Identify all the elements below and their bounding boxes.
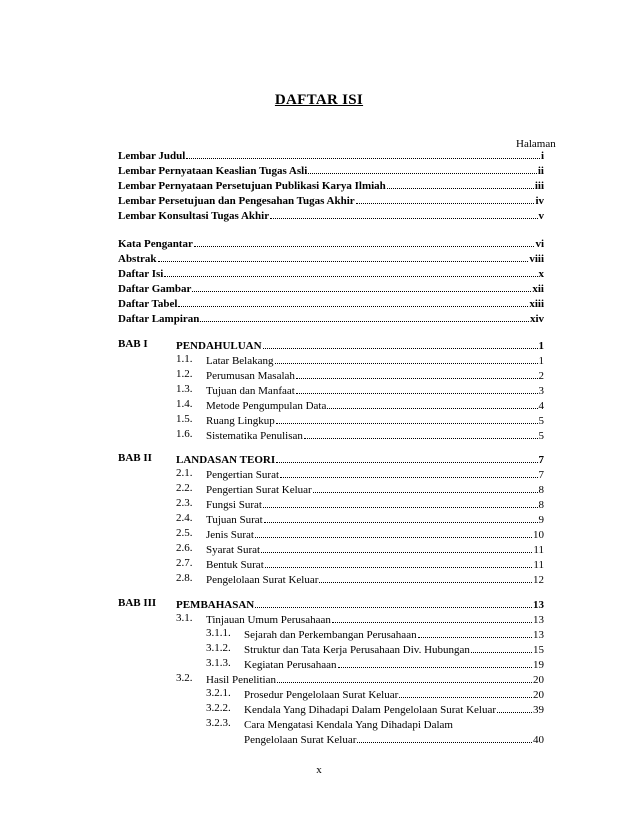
- toc-section-entry: [206, 398, 544, 412]
- dot-leader: [277, 682, 532, 683]
- toc-entry-page: 5: [538, 415, 544, 427]
- toc-section-entry: [244, 642, 544, 656]
- toc-section-entry: [206, 413, 544, 427]
- dot-leader: [418, 637, 532, 638]
- toc-entry-page: ii: [537, 165, 544, 177]
- toc-section-entry: [206, 557, 544, 571]
- dot-leader: [255, 607, 532, 608]
- toc-entry-label: Sistematika Penulisan: [206, 430, 303, 442]
- dot-leader: [264, 522, 538, 523]
- toc-entry-label: Latar Belakang: [206, 355, 274, 367]
- toc-entry-page: 8: [538, 499, 544, 511]
- toc-entry-page: 5: [538, 430, 544, 442]
- toc-entry-label: Daftar Tabel: [118, 298, 178, 310]
- dot-leader: [276, 423, 538, 424]
- toc-entry-front-matter: [118, 148, 544, 162]
- toc-entry-preface: [118, 236, 544, 250]
- toc-entry-page: 1: [538, 340, 544, 352]
- toc-entry-label: Lembar Judul: [118, 150, 186, 162]
- toc-entry-page: 10: [533, 529, 544, 541]
- toc-entry-label: Pengelolaan Surat Keluar: [206, 574, 319, 586]
- dot-leader: [356, 203, 535, 204]
- toc-entry-label: Lembar Persetujuan dan Pengesahan Tugas Akhir: [118, 195, 355, 207]
- toc-entry-page: 13: [533, 614, 544, 626]
- dot-leader: [319, 582, 532, 583]
- section-number: 2.1.: [176, 467, 193, 479]
- dot-leader: [192, 291, 531, 292]
- toc-entry-page: 19: [533, 659, 544, 671]
- chapter-number: BAB I: [118, 338, 148, 350]
- toc-entry-label: Struktur dan Tata Kerja Perusahaan Div. Hubungan: [244, 644, 470, 656]
- toc-entry-label: Lembar Pernyataan Persetujuan Publikasi Karya Ilmiah: [118, 180, 386, 192]
- toc-section-entry: [206, 612, 544, 626]
- section-number: 3.1.: [176, 612, 193, 624]
- section-number: 2.3.: [176, 497, 193, 509]
- toc-entry-label: Pengelolaan Surat Keluar: [244, 734, 357, 746]
- page-title: DAFTAR ISI: [274, 92, 364, 108]
- toc-entry-page: x: [538, 268, 544, 280]
- toc-entry-label: Fungsi Surat: [206, 499, 262, 511]
- chapter-number: BAB III: [118, 597, 157, 609]
- dot-leader: [308, 173, 537, 174]
- toc-section-entry: [206, 383, 544, 397]
- toc-entry-label: Sejarah dan Perkembangan Perusahaan: [244, 629, 417, 641]
- toc-entry-page: 11: [533, 559, 544, 571]
- toc-entry-page: 1: [538, 355, 544, 367]
- toc-section-entry: [206, 572, 544, 586]
- toc-entry-label: Daftar Gambar: [118, 283, 192, 295]
- toc-entry-label: Hasil Penelitian: [206, 674, 276, 686]
- section-number: 1.3.: [176, 383, 193, 395]
- toc-chapter-heading: [176, 597, 544, 611]
- section-number: 1.4.: [176, 398, 193, 410]
- toc-section-entry: [244, 627, 544, 641]
- section-number: 3.2.: [176, 672, 193, 684]
- toc-entry-page: 20: [533, 674, 544, 686]
- toc-entry-label: Kata Pengantar: [118, 238, 193, 250]
- toc-entry-page: 15: [533, 644, 544, 656]
- toc-entry-label: Bentuk Surat: [206, 559, 264, 571]
- section-number: 2.8.: [176, 572, 193, 584]
- toc-section-entry: [244, 717, 544, 731]
- dot-leader: [186, 158, 540, 159]
- dot-leader: [280, 477, 537, 478]
- toc-section-entry: [244, 732, 544, 746]
- toc-entry-page: 7: [538, 454, 544, 466]
- toc-section-entry: [206, 497, 544, 511]
- section-number: 3.2.2.: [206, 702, 231, 714]
- section-number: 2.6.: [176, 542, 193, 554]
- toc-section-entry: [244, 702, 544, 716]
- toc-entry-label: Lembar Pernyataan Keaslian Tugas Asli: [118, 165, 308, 177]
- section-number: 2.7.: [176, 557, 193, 569]
- dot-leader: [296, 378, 538, 379]
- toc-entry-label: Tujuan dan Manfaat: [206, 385, 295, 397]
- toc-entry-page: 8: [538, 484, 544, 496]
- dot-leader: [357, 742, 532, 743]
- section-number: 2.4.: [176, 512, 193, 524]
- toc-section-entry: [206, 542, 544, 556]
- toc-section-entry: [206, 467, 544, 481]
- toc-section-entry: [206, 428, 544, 442]
- toc-section-entry: [206, 672, 544, 686]
- toc-entry-label: Perumusan Masalah: [206, 370, 295, 382]
- toc-entry-label: Kegiatan Perusahaan: [244, 659, 337, 671]
- toc-entry-label: Pengertian Surat Keluar: [206, 484, 312, 496]
- dot-leader: [276, 462, 537, 463]
- page-number: x: [316, 764, 322, 776]
- toc-entry-page: 12: [533, 574, 544, 586]
- section-number: 1.1.: [176, 353, 193, 365]
- toc-entry-label: Ruang Lingkup: [206, 415, 275, 427]
- dot-leader: [313, 492, 538, 493]
- section-number: 3.2.1.: [206, 687, 231, 699]
- section-number: 1.5.: [176, 413, 193, 425]
- toc-entry-front-matter: [118, 208, 544, 222]
- dot-leader: [327, 408, 537, 409]
- toc-entry-preface: [118, 266, 544, 280]
- toc-entry-page: 4: [538, 400, 544, 412]
- toc-entry-label: Tujuan Surat: [206, 514, 263, 526]
- toc-entry-page: v: [538, 210, 544, 222]
- toc-entry-page: 13: [533, 599, 544, 611]
- toc-entry-page: xiii: [529, 298, 544, 310]
- toc-entry-page: 3: [538, 385, 544, 397]
- toc-entry-label: Tinjauan Umum Perusahaan: [206, 614, 331, 626]
- halaman-label: Halaman: [516, 138, 556, 150]
- toc-entry-label: Pengertian Surat: [206, 469, 280, 481]
- toc-section-entry: [206, 482, 544, 496]
- section-number: 3.1.1.: [206, 627, 231, 639]
- dot-leader: [332, 622, 532, 623]
- toc-section-entry: [206, 512, 544, 526]
- dot-leader: [497, 712, 532, 713]
- toc-entry-label: Metode Pengumpulan Data: [206, 400, 327, 412]
- dot-leader: [261, 552, 532, 553]
- dot-leader: [178, 306, 528, 307]
- dot-leader: [263, 348, 538, 349]
- toc-entry-preface: [118, 296, 544, 310]
- toc-entry-front-matter: [118, 193, 544, 207]
- dot-leader: [399, 697, 532, 698]
- toc-entry-page: 7: [538, 469, 544, 481]
- toc-entry-page: 20: [533, 689, 544, 701]
- dot-leader: [265, 567, 533, 568]
- toc-section-entry: [206, 353, 544, 367]
- dot-leader: [263, 507, 538, 508]
- toc-entry-page: i: [540, 150, 544, 162]
- toc-entry-page: iii: [534, 180, 544, 192]
- toc-entry-page: viii: [529, 253, 544, 265]
- toc-entry-label: Cara Mengatasi Kendala Yang Dihadapi Dalam: [244, 719, 453, 731]
- toc-entry-front-matter: [118, 178, 544, 192]
- dot-leader: [304, 438, 538, 439]
- toc-entry-preface: [118, 281, 544, 295]
- toc-entry-page: 9: [538, 514, 544, 526]
- section-number: 3.2.3.: [206, 717, 231, 729]
- dot-leader: [158, 261, 529, 262]
- dot-leader: [255, 537, 532, 538]
- toc-entry-label: Jenis Surat: [206, 529, 254, 541]
- toc-entry-page: 40: [533, 734, 544, 746]
- section-number: 2.5.: [176, 527, 193, 539]
- section-number: 3.1.2.: [206, 642, 231, 654]
- toc-chapter-heading: [176, 452, 544, 466]
- dot-leader: [275, 363, 538, 364]
- toc-entry-label: Daftar Lampiran: [118, 313, 200, 325]
- dot-leader: [194, 246, 535, 247]
- toc-entry-page: xii: [532, 283, 544, 295]
- section-number: 2.2.: [176, 482, 193, 494]
- section-number: 1.6.: [176, 428, 193, 440]
- dot-leader: [338, 667, 532, 668]
- toc-chapter-heading: [176, 338, 544, 352]
- toc-entry-label: Lembar Konsultasi Tugas Akhir: [118, 210, 270, 222]
- toc-entry-label: Prosedur Pengelolaan Surat Keluar: [244, 689, 399, 701]
- toc-entry-label: Kendala Yang Dihadapi Dalam Pengelolaan Surat Keluar: [244, 704, 497, 716]
- toc-section-entry: [206, 368, 544, 382]
- toc-entry-label: PENDAHULUAN: [176, 340, 262, 352]
- dot-leader: [200, 321, 529, 322]
- toc-entry-front-matter: [118, 163, 544, 177]
- section-number: 1.2.: [176, 368, 193, 380]
- toc-entry-label: Daftar Isi: [118, 268, 164, 280]
- toc-entry-label: LANDASAN TEORI: [176, 454, 276, 466]
- dot-leader: [164, 276, 537, 277]
- toc-entry-preface: [118, 311, 544, 325]
- toc-entry-page: iv: [535, 195, 544, 207]
- dot-leader: [296, 393, 538, 394]
- toc-entry-label: PEMBAHASAN: [176, 599, 255, 611]
- toc-entry-label: Abstrak: [118, 253, 157, 265]
- dot-leader: [387, 188, 534, 189]
- toc-section-entry: [244, 657, 544, 671]
- toc-section-entry: [244, 687, 544, 701]
- chapter-number: BAB II: [118, 452, 152, 464]
- toc-entry-page: 2: [538, 370, 544, 382]
- toc-entry-page: xiv: [529, 313, 544, 325]
- toc-entry-page: vi: [535, 238, 544, 250]
- dot-leader: [270, 218, 537, 219]
- toc-entry-page: 11: [533, 544, 544, 556]
- toc-entry-label: Syarat Surat: [206, 544, 261, 556]
- toc-entry-page: 39: [533, 704, 544, 716]
- toc-entry-page: 13: [533, 629, 544, 641]
- dot-leader: [471, 652, 532, 653]
- toc-entry-preface: [118, 251, 544, 265]
- toc-section-entry: [206, 527, 544, 541]
- section-number: 3.1.3.: [206, 657, 231, 669]
